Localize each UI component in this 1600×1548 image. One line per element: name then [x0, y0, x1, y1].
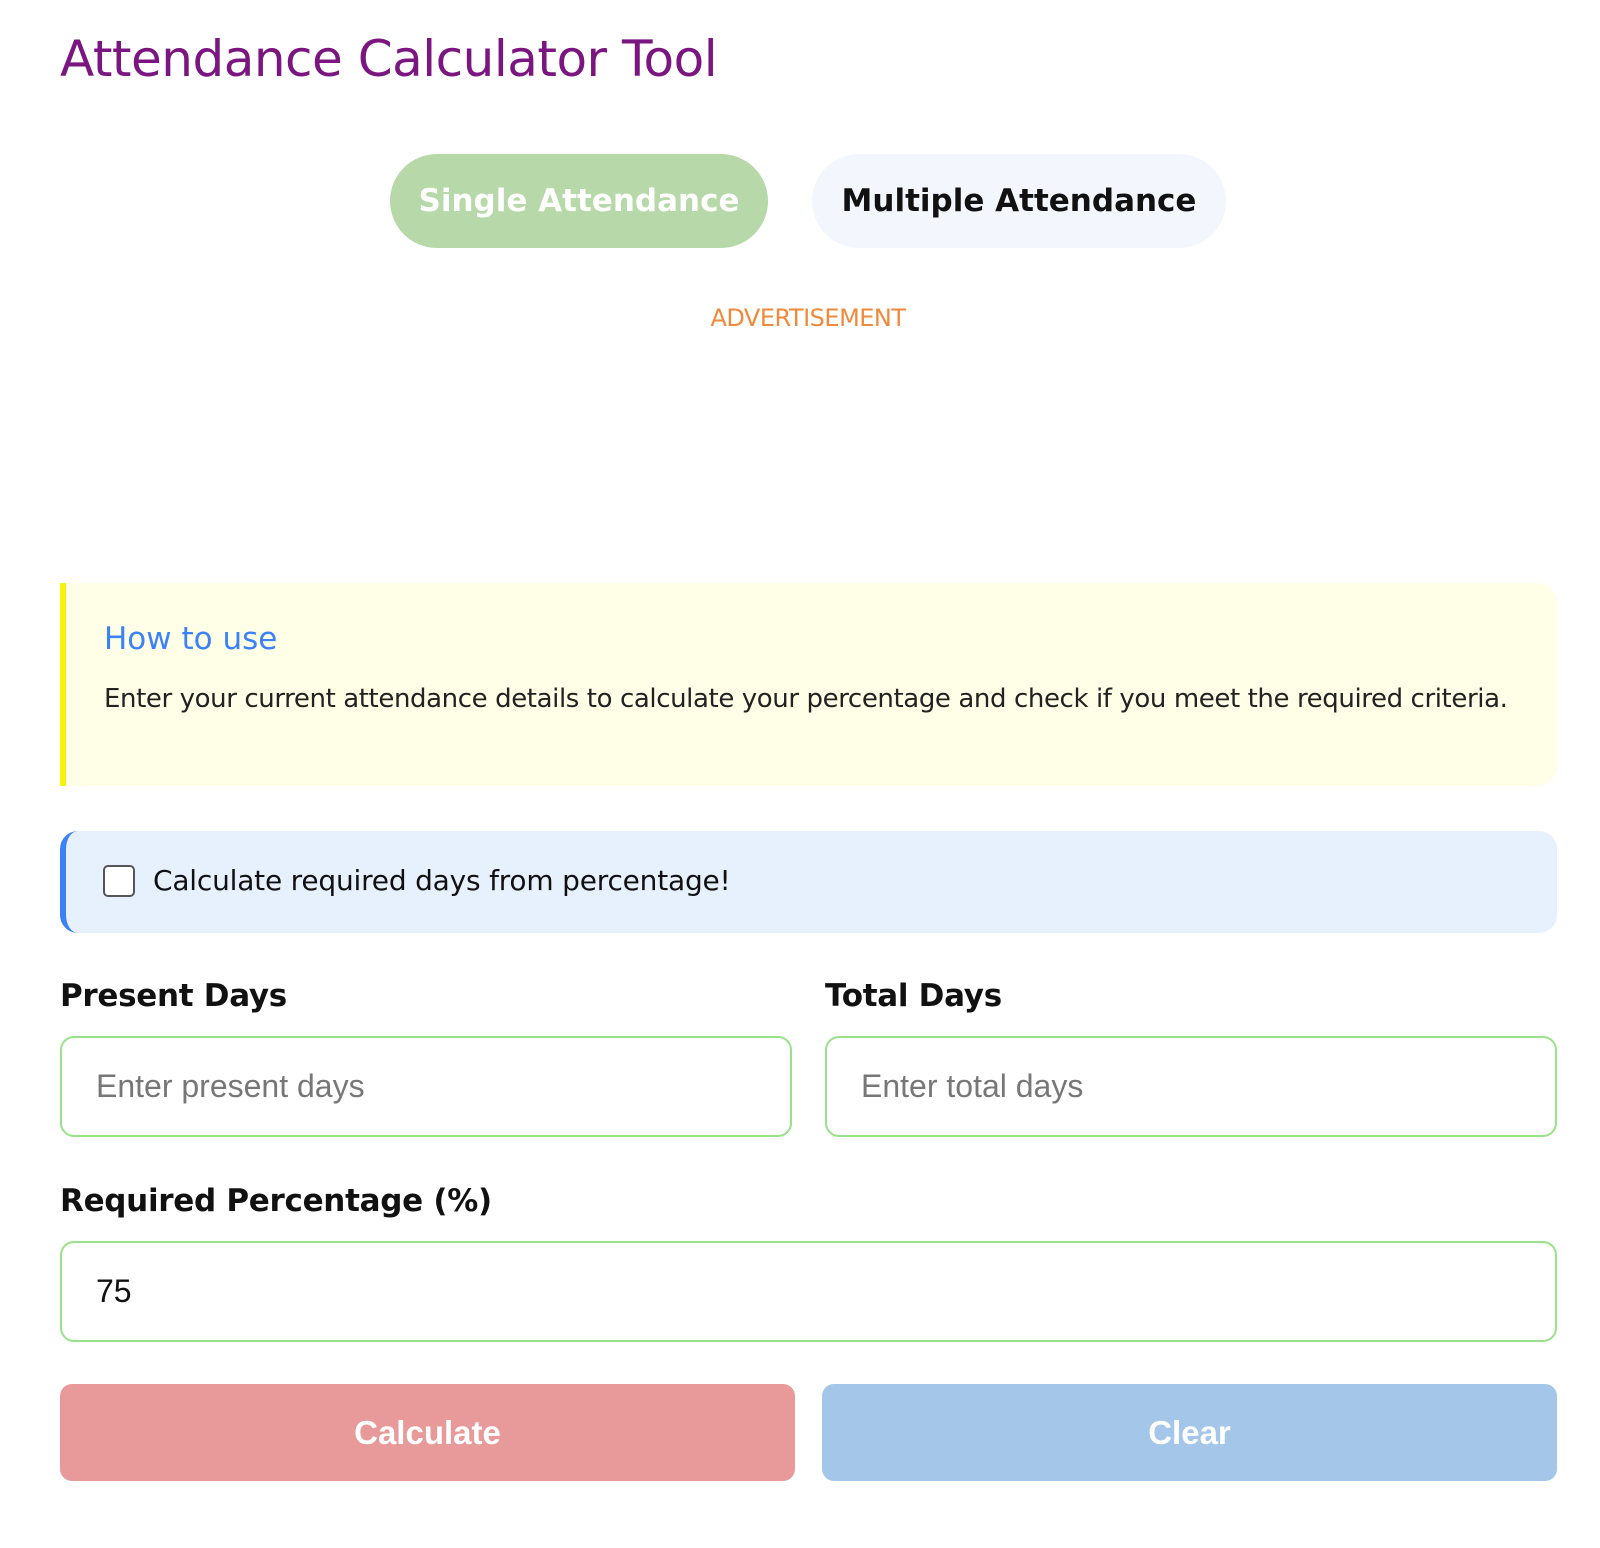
- present-days-label: Present Days: [60, 978, 287, 1014]
- required-percentage-label: Required Percentage (%): [60, 1183, 492, 1219]
- advertisement-label: ADVERTISEMENT: [710, 304, 906, 332]
- required-days-checkbox[interactable]: [103, 865, 135, 897]
- required-days-toggle-label: Calculate required days from percentage!: [153, 864, 731, 897]
- tab-multiple-attendance[interactable]: Multiple Attendance: [812, 154, 1226, 248]
- required-days-toggle[interactable]: [60, 831, 1557, 933]
- calculate-button[interactable]: Calculate: [60, 1384, 795, 1481]
- total-days-label: Total Days: [825, 978, 1002, 1014]
- mode-tabs: [0, 154, 1600, 248]
- tab-single-attendance[interactable]: Single Attendance: [390, 154, 768, 248]
- page-title: Attendance Calculator Tool: [60, 30, 718, 88]
- how-to-use-panel: [60, 583, 1557, 786]
- how-to-use-text: Enter your current attendance details to calculate your percentage and check if you meet the required criteria.: [104, 684, 1508, 714]
- how-to-use-title: How to use: [104, 621, 278, 657]
- required-percentage-input[interactable]: [60, 1241, 1557, 1342]
- clear-button[interactable]: Clear: [822, 1384, 1557, 1481]
- present-days-input[interactable]: [60, 1036, 792, 1137]
- total-days-input[interactable]: [825, 1036, 1557, 1137]
